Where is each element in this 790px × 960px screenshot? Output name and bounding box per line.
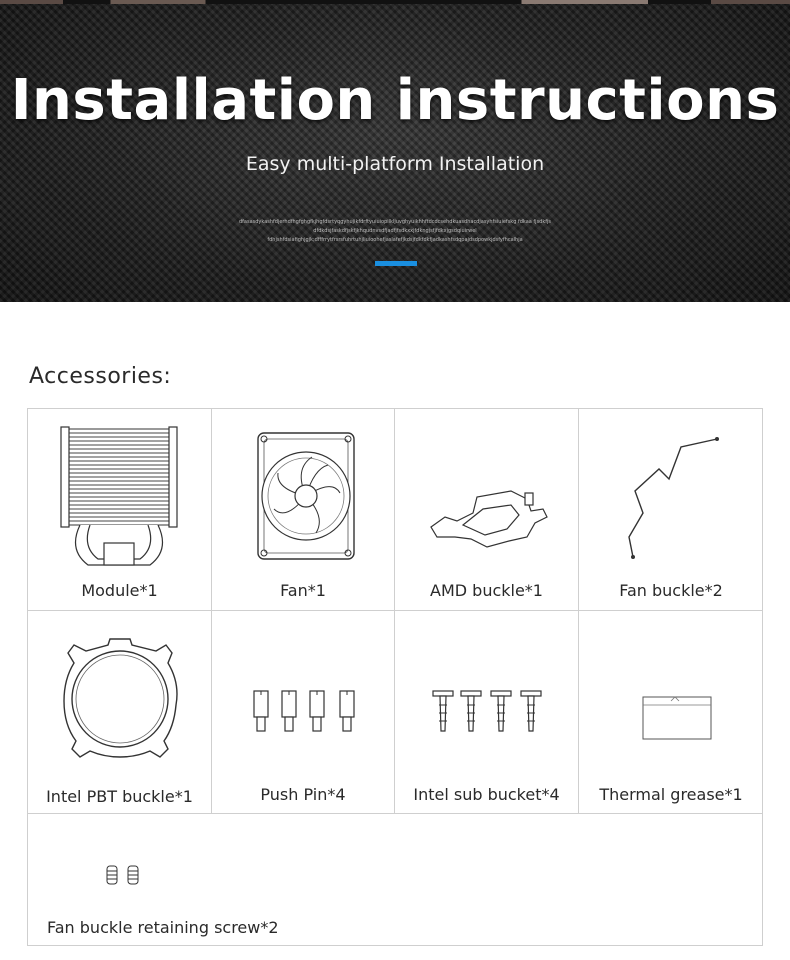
accessory-cell-thermal-grease [579,611,763,814]
accessory-label: Module*1 [81,581,158,600]
thermal-grease-icon [641,695,713,743]
accessories-heading: Accessories: [29,364,172,389]
fine-print-line: dfdkdsjfaskdfjskfjkhqudnvsdfjadfjfsdkxxjfdkngjsfjfdkxjgsdqiuirwel [313,228,477,234]
accessory-cell-fan-buckle [579,409,763,611]
accessory-cell-intel-sub-bucket [395,611,579,814]
accessory-label: Push Pin*4 [260,785,346,804]
accessory-label: AMD buckle*1 [430,581,543,600]
accessory-cell-push-pin [212,611,395,814]
accessory-cell-amd-buckle [395,409,579,611]
accessory-label: Fan buckle*2 [619,581,723,600]
accessory-label: Fan buckle retaining screw*2 [47,918,279,937]
accessory-label: Fan*1 [280,581,326,600]
intel-sub-bucket-icon [431,687,547,739]
fine-print-line: fdhjshfdsiafighjgjk;dfffrrytfrsrsfuhrtuhjliuioohefjaslafefjkdsjfdkfdkfjadkashfsdqpajdsdpowkjdsfyfhcalhja [267,237,523,243]
accessory-cell-retaining-screw [28,814,763,946]
retaining-screw-icon [104,864,144,888]
accessories-grid [27,408,763,946]
amd-buckle-icon [427,487,551,557]
intel-pbt-buckle-icon [56,633,184,763]
banner-top-strip [0,0,790,4]
accessory-label: Intel sub bucket*4 [413,785,560,804]
accessory-cell-module [28,409,212,611]
accessory-cell-fan [212,409,395,611]
accessory-cell-intel-pbt-buckle [28,611,212,814]
push-pin-icon [252,689,362,735]
banner-fine-print [0,218,790,245]
page-subtitle: Easy multi-platform Installation [245,153,545,175]
fine-print-line: dfasasdykashfdjerhdfhgfghgfkjhgfdsrtyqgyhujikfdrftyuiuiopilkljuvghyuikhhftdcdcsehdkuasdhacdjasyhfsiuiefskg fdkaa fjsdkfjs [238,219,551,225]
fan-buckle-wire-icon [619,433,725,563]
fan-icon [254,429,358,563]
heatsink-module-icon [58,425,180,573]
accessory-label: Thermal grease*1 [599,785,743,804]
accessory-label: Intel PBT buckle*1 [46,787,193,806]
header-banner [0,0,790,302]
accent-bar [375,261,417,266]
page-title: Installation instructions [10,68,780,133]
